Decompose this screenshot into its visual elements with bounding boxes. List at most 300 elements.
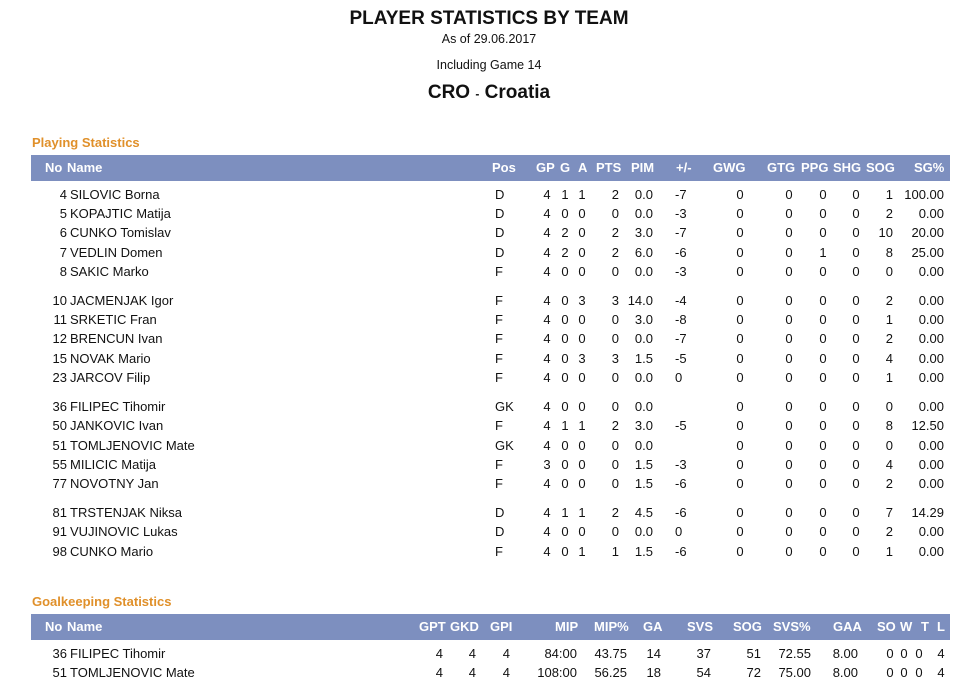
- cell-pm: -3: [675, 457, 687, 472]
- cell-sgp: 0.00: [918, 293, 944, 308]
- cell-gtg: 0: [785, 457, 793, 472]
- cell-name: FILIPEC Tihomir: [70, 646, 166, 661]
- cell-sgp: 0.00: [918, 457, 944, 472]
- cell-ppg: 0: [819, 187, 827, 202]
- cell-g: 0: [561, 370, 569, 385]
- cell-pm: -4: [675, 293, 687, 308]
- cell-shg: 0: [852, 264, 860, 279]
- cell-name: TRSTENJAK Niksa: [70, 505, 182, 520]
- cell-name: JANKOVIC Ivan: [70, 418, 164, 433]
- cell-gp: 4: [543, 438, 551, 453]
- col-mip-pct: MIP%: [594, 619, 629, 634]
- cell-l: 4: [937, 646, 945, 661]
- cell-a: 0: [578, 206, 586, 221]
- cell-gwg: 0: [736, 370, 744, 385]
- cell-gp: 4: [543, 351, 551, 366]
- cell-shg: 0: [852, 293, 860, 308]
- cell-ppg: 0: [819, 225, 827, 240]
- cell-name: BRENCUN Ivan: [70, 331, 163, 346]
- cell-g: 0: [561, 476, 569, 491]
- col-gpi: GPI: [490, 619, 513, 634]
- team-name: Croatia: [484, 82, 551, 103]
- cell-g: 1: [561, 505, 569, 520]
- cell-pim: 1.5: [634, 476, 653, 491]
- cell-ppg: 0: [819, 293, 827, 308]
- cell-shg: 0: [852, 476, 860, 491]
- cell-gp: 4: [543, 245, 551, 260]
- cell-no: 81: [52, 505, 67, 520]
- cell-a: 1: [578, 187, 586, 202]
- cell-mip: 84:00: [544, 646, 577, 661]
- cell-name: VUJINOVIC Lukas: [70, 524, 178, 539]
- cell-pts: 0: [611, 524, 619, 539]
- col-name: Name: [67, 619, 103, 634]
- cell-svsp: 72.55: [778, 646, 811, 661]
- cell-gp: 4: [543, 399, 551, 414]
- cell-no: 36: [52, 646, 67, 661]
- cell-no: 5: [59, 206, 67, 221]
- cell-name: NOVOTNY Jan: [70, 476, 159, 491]
- cell-gwg: 0: [736, 225, 744, 240]
- cell-name: FILIPEC Tihomir: [70, 399, 166, 414]
- cell-pm: -6: [675, 476, 687, 491]
- cell-pos: D: [495, 524, 505, 539]
- cell-pos: D: [495, 187, 505, 202]
- cell-pim: 14.0: [627, 293, 653, 308]
- cell-a: 0: [578, 438, 586, 453]
- cell-sgp: 0.00: [918, 264, 944, 279]
- cell-g: 0: [561, 351, 569, 366]
- cell-name: SAKIC Marko: [70, 264, 149, 279]
- cell-gtg: 0: [785, 245, 793, 260]
- cell-pos: GK: [495, 399, 514, 414]
- col-sog: SOG: [866, 160, 895, 175]
- cell-sgp: 100.00: [904, 187, 944, 202]
- cell-a: 0: [578, 225, 586, 240]
- cell-sgp: 0.00: [918, 370, 944, 385]
- cell-pos: D: [495, 225, 505, 240]
- cell-shg: 0: [852, 438, 860, 453]
- cell-so: 0: [886, 646, 894, 661]
- cell-sgp: 0.00: [918, 544, 944, 559]
- cell-pts: 2: [611, 187, 619, 202]
- cell-shg: 0: [852, 544, 860, 559]
- col-pim: PIM: [631, 160, 655, 175]
- cell-gwg: 0: [736, 351, 744, 366]
- cell-gwg: 0: [736, 264, 744, 279]
- cell-no: 55: [52, 457, 67, 472]
- cell-gtg: 0: [785, 544, 793, 559]
- cell-gaa: 8.00: [832, 646, 858, 661]
- cell-pos: F: [495, 293, 503, 308]
- cell-pm: -3: [675, 206, 687, 221]
- cell-no: 51: [52, 438, 67, 453]
- cell-sgp: 0.00: [918, 438, 944, 453]
- cell-pm: -7: [675, 225, 687, 240]
- cell-g: 2: [561, 245, 569, 260]
- cell-gtg: 0: [785, 370, 793, 385]
- col-no: No: [45, 619, 63, 634]
- team-code: CRO: [427, 82, 471, 103]
- cell-ppg: 0: [819, 351, 827, 366]
- cell-gwg: 0: [736, 418, 744, 433]
- cell-shg: 0: [852, 312, 860, 327]
- cell-sog: 8: [885, 418, 893, 433]
- cell-pm: -6: [675, 544, 687, 559]
- cell-g: 0: [561, 206, 569, 221]
- table-row: [31, 455, 950, 474]
- cell-t: 0: [915, 665, 923, 680]
- col-ga: GA: [643, 619, 663, 634]
- cell-pts: 2: [611, 505, 619, 520]
- cell-sgp: 0.00: [918, 399, 944, 414]
- col-svs: SVS: [687, 619, 714, 634]
- cell-gkd: 4: [468, 665, 476, 680]
- table-row: [31, 416, 950, 435]
- table-row: [31, 204, 950, 223]
- cell-gpi: 4: [502, 665, 510, 680]
- cell-shg: 0: [852, 524, 860, 539]
- table-row: [31, 291, 950, 310]
- cell-a: 0: [578, 524, 586, 539]
- cell-name: SRKETIC Fran: [70, 312, 157, 327]
- cell-name: NOVAK Mario: [70, 351, 151, 366]
- cell-sog: 2: [885, 524, 893, 539]
- cell-gtg: 0: [785, 331, 793, 346]
- cell-gp: 4: [543, 476, 551, 491]
- cell-gwg: 0: [736, 245, 744, 260]
- cell-pm: 0: [675, 524, 683, 539]
- col-svs-pct: SVS%: [773, 619, 811, 634]
- table-row: [31, 262, 950, 281]
- cell-gwg: 0: [736, 457, 744, 472]
- cell-ppg: 0: [819, 206, 827, 221]
- cell-pts: 0: [611, 438, 619, 453]
- col-ppg: PPG: [801, 160, 829, 175]
- cell-no: 98: [52, 544, 67, 559]
- cell-gwg: 0: [736, 544, 744, 559]
- cell-sog: 1: [885, 187, 893, 202]
- cell-shg: 0: [852, 206, 860, 221]
- cell-no: 7: [59, 245, 67, 260]
- cell-sog: 4: [885, 351, 893, 366]
- cell-gwg: 0: [736, 206, 744, 221]
- cell-pts: 3: [611, 293, 619, 308]
- cell-sog: 4: [885, 457, 893, 472]
- cell-shg: 0: [852, 351, 860, 366]
- cell-pos: GK: [495, 438, 514, 453]
- cell-gtg: 0: [785, 505, 793, 520]
- cell-pos: F: [495, 544, 503, 559]
- table-row: [31, 503, 950, 522]
- cell-name: JACMENJAK Igor: [70, 293, 174, 308]
- cell-sog: 72: [746, 665, 761, 680]
- cell-gtg: 0: [785, 225, 793, 240]
- cell-pos: F: [495, 312, 503, 327]
- cell-w: 0: [900, 665, 908, 680]
- cell-sgp: 20.00: [911, 225, 944, 240]
- cell-gtg: 0: [785, 312, 793, 327]
- cell-pts: 0: [611, 331, 619, 346]
- cell-shg: 0: [852, 245, 860, 260]
- cell-shg: 0: [852, 505, 860, 520]
- col-gpt: GPT: [419, 619, 446, 634]
- col-g: G: [560, 160, 571, 175]
- cell-no: 50: [52, 418, 67, 433]
- cell-pos: F: [495, 457, 503, 472]
- cell-w: 0: [900, 646, 908, 661]
- cell-no: 4: [59, 187, 67, 202]
- cell-a: 3: [578, 351, 586, 366]
- table-row: [31, 223, 950, 242]
- cell-name: TOMLJENOVIC Mate: [70, 665, 195, 680]
- cell-a: 1: [578, 505, 586, 520]
- cell-ppg: 0: [819, 544, 827, 559]
- cell-pm: -6: [675, 505, 687, 520]
- cell-pim: 3.0: [634, 418, 653, 433]
- cell-pim: 0.0: [634, 399, 653, 414]
- cell-pts: 2: [611, 245, 619, 260]
- cell-g: 0: [561, 399, 569, 414]
- cell-g: 1: [561, 418, 569, 433]
- cell-a: 3: [578, 293, 586, 308]
- cell-pos: D: [495, 206, 505, 221]
- cell-sog: 2: [885, 293, 893, 308]
- cell-no: 15: [52, 351, 67, 366]
- cell-gtg: 0: [785, 293, 793, 308]
- cell-sgp: 0.00: [918, 351, 944, 366]
- cell-sog: 0: [885, 264, 893, 279]
- cell-pm: -6: [675, 245, 687, 260]
- team-heading: [0, 82, 978, 104]
- cell-pm: -8: [675, 312, 687, 327]
- table-row: [31, 368, 950, 387]
- cell-gwg: 0: [736, 438, 744, 453]
- table-row: [31, 329, 950, 348]
- cell-gwg: 0: [736, 293, 744, 308]
- cell-shg: 0: [852, 225, 860, 240]
- cell-pts: 0: [611, 264, 619, 279]
- cell-sog: 8: [885, 245, 893, 260]
- cell-gp: 4: [543, 505, 551, 520]
- cell-pts: 0: [611, 370, 619, 385]
- cell-gtg: 0: [785, 476, 793, 491]
- cell-pim: 0.0: [634, 206, 653, 221]
- cell-pim: 1.5: [634, 544, 653, 559]
- col-plus-minus: +/-: [676, 160, 692, 175]
- col-gwg: GWG: [713, 160, 746, 175]
- table-row: [31, 243, 950, 262]
- cell-no: 12: [52, 331, 67, 346]
- col-gkd: GKD: [450, 619, 479, 634]
- cell-a: 0: [578, 370, 586, 385]
- cell-a: 0: [578, 476, 586, 491]
- cell-pts: 3: [611, 351, 619, 366]
- cell-gp: 4: [543, 544, 551, 559]
- cell-pim: 0.0: [634, 264, 653, 279]
- col-shg: SHG: [833, 160, 862, 175]
- cell-pts: 0: [611, 399, 619, 414]
- cell-gwg: 0: [736, 505, 744, 520]
- cell-gwg: 0: [736, 476, 744, 491]
- cell-pim: 0.0: [634, 370, 653, 385]
- cell-sgp: 0.00: [918, 331, 944, 346]
- cell-sog: 7: [885, 505, 893, 520]
- cell-svs: 54: [696, 665, 711, 680]
- cell-g: 0: [561, 331, 569, 346]
- cell-pim: 3.0: [634, 312, 653, 327]
- cell-no: 51: [52, 665, 67, 680]
- cell-pts: 0: [611, 206, 619, 221]
- cell-no: 77: [52, 476, 67, 491]
- cell-pos: F: [495, 370, 503, 385]
- cell-no: 10: [52, 293, 67, 308]
- cell-pos: F: [495, 331, 503, 346]
- cell-shg: 0: [852, 418, 860, 433]
- table-row: [31, 349, 950, 368]
- cell-sgp: 25.00: [911, 245, 944, 260]
- cell-name: KOPAJTIC Matija: [70, 206, 171, 221]
- cell-svsp: 75.00: [778, 665, 811, 680]
- cell-ppg: 0: [819, 331, 827, 346]
- cell-ppg: 0: [819, 457, 827, 472]
- cell-ppg: 0: [819, 476, 827, 491]
- as-of-date: As of 29.06.2017: [441, 32, 537, 46]
- cell-g: 0: [561, 264, 569, 279]
- cell-gpi: 4: [502, 646, 510, 661]
- cell-g: 0: [561, 293, 569, 308]
- table-row: [31, 185, 950, 204]
- cell-pm: -5: [675, 351, 687, 366]
- goalkeeping-section-title: Goalkeeping Statistics: [32, 594, 172, 609]
- table-row: [31, 663, 950, 682]
- cell-gtg: 0: [785, 187, 793, 202]
- cell-sgp: 12.50: [911, 418, 944, 433]
- cell-ga: 14: [646, 646, 661, 661]
- cell-pm: 0: [675, 370, 683, 385]
- col-t: T: [921, 619, 929, 634]
- col-gaa: GAA: [833, 619, 862, 634]
- playing-section-title: Playing Statistics: [32, 135, 140, 150]
- cell-a: 1: [578, 418, 586, 433]
- cell-name: SILOVIC Borna: [70, 187, 160, 202]
- cell-mip: 108:00: [537, 665, 577, 680]
- cell-pm: -7: [675, 187, 687, 202]
- cell-gp: 4: [543, 293, 551, 308]
- cell-gpt: 4: [435, 665, 443, 680]
- cell-pts: 0: [611, 312, 619, 327]
- col-sg-pct: SG%: [914, 160, 945, 175]
- cell-gtg: 0: [785, 438, 793, 453]
- cell-sog: 0: [885, 399, 893, 414]
- cell-shg: 0: [852, 399, 860, 414]
- cell-gp: 4: [543, 312, 551, 327]
- col-name: Name: [67, 160, 103, 175]
- playing-table-header: [31, 155, 950, 181]
- cell-pts: 0: [611, 476, 619, 491]
- cell-gwg: 0: [736, 187, 744, 202]
- col-pts: PTS: [596, 160, 622, 175]
- cell-name: CUNKO Mario: [70, 544, 154, 559]
- table-row: [31, 542, 950, 561]
- cell-pos: D: [495, 505, 505, 520]
- cell-mipp: 43.75: [594, 646, 627, 661]
- cell-pim: 0.0: [634, 524, 653, 539]
- cell-gp: 4: [543, 225, 551, 240]
- cell-pos: F: [495, 418, 503, 433]
- col-mip: MIP: [555, 619, 579, 634]
- cell-a: 0: [578, 399, 586, 414]
- cell-g: 0: [561, 544, 569, 559]
- cell-mipp: 56.25: [594, 665, 627, 680]
- cell-g: 1: [561, 187, 569, 202]
- cell-gtg: 0: [785, 399, 793, 414]
- cell-shg: 0: [852, 331, 860, 346]
- cell-sgp: 14.29: [911, 505, 944, 520]
- cell-pos: D: [495, 245, 505, 260]
- cell-sgp: 0.00: [918, 476, 944, 491]
- cell-no: 8: [59, 264, 67, 279]
- cell-sog: 2: [885, 331, 893, 346]
- cell-no: 23: [52, 370, 67, 385]
- cell-l: 4: [937, 665, 945, 680]
- cell-pts: 1: [611, 544, 619, 559]
- cell-gp: 4: [543, 264, 551, 279]
- cell-gp: 3: [543, 457, 551, 472]
- cell-gwg: 0: [736, 312, 744, 327]
- cell-pts: 0: [611, 457, 619, 472]
- col-w: W: [900, 619, 913, 634]
- cell-ga: 18: [646, 665, 661, 680]
- cell-sog: 2: [885, 476, 893, 491]
- cell-shg: 0: [852, 187, 860, 202]
- cell-sog: 51: [746, 646, 761, 661]
- cell-sgp: 0.00: [918, 206, 944, 221]
- cell-name: JARCOV Filip: [70, 370, 151, 385]
- cell-name: VEDLIN Domen: [70, 245, 163, 260]
- cell-ppg: 0: [819, 264, 827, 279]
- cell-svs: 37: [696, 646, 711, 661]
- cell-shg: 0: [852, 370, 860, 385]
- table-row: [31, 436, 950, 455]
- cell-pim: 6.0: [634, 245, 653, 260]
- cell-gpt: 4: [435, 646, 443, 661]
- cell-pim: 1.5: [634, 457, 653, 472]
- table-row: [31, 397, 950, 416]
- cell-gwg: 0: [736, 399, 744, 414]
- col-no: No: [45, 160, 63, 175]
- cell-a: 0: [578, 331, 586, 346]
- cell-ppg: 0: [819, 438, 827, 453]
- cell-t: 0: [915, 646, 923, 661]
- col-pos: Pos: [492, 160, 516, 175]
- goalkeeping-table-header: [31, 614, 950, 640]
- cell-g: 0: [561, 312, 569, 327]
- cell-ppg: 0: [819, 370, 827, 385]
- cell-ppg: 0: [819, 505, 827, 520]
- cell-gp: 4: [543, 331, 551, 346]
- cell-gtg: 0: [785, 524, 793, 539]
- cell-sog: 1: [885, 312, 893, 327]
- table-row: [31, 522, 950, 541]
- cell-gwg: 0: [736, 524, 744, 539]
- table-row: [31, 644, 950, 663]
- cell-pts: 2: [611, 418, 619, 433]
- cell-pim: 0.0: [634, 438, 653, 453]
- cell-pm: -5: [675, 418, 687, 433]
- cell-name: CUNKO Tomislav: [70, 225, 171, 240]
- cell-ppg: 0: [819, 312, 827, 327]
